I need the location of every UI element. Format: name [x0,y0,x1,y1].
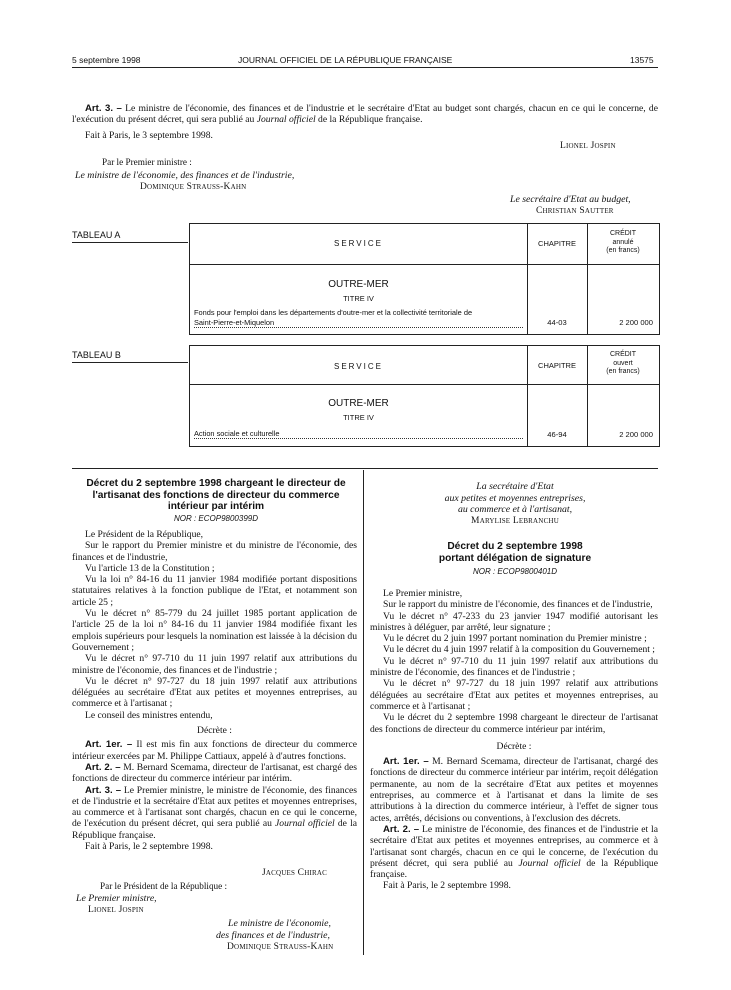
secretaire-title-line3: au commerce et à l'artisanat, [457,504,573,515]
paragraph: Vu le décret n° 97-710 du 11 juin 1997 relatif aux attributions du ministre de l'économie, des finances et de l'industrie ; [370,655,658,679]
secretaire-name: Marylise Lebranchu [471,515,559,526]
article-label: Art. 1er. – [85,739,133,751]
article-text: Le Premier ministre, le ministre de l'économie, des finances et de l'industrie et la secrétaire d'Etat aux petites et moyennes entreprises, au commerce et à l'artisanat sont chargés, chacun en ce qui le concerne, de l'exécution du présent décret, qui sera publié au [72,784,357,830]
secretaire-title: Le secrétaire d'Etat au budget, [510,194,631,205]
row-credit: 2 200 000 [619,318,653,327]
paragraph: Vu le décret n° 97-727 du 18 juin 1997 relatif aux attributions déléguées au secrétaire d'Etat aux petites et moyennes entreprises, au commerce et à l'artisanat ; [370,678,658,712]
decret2-title-line1: Décret du 2 septembre 1998 [447,541,583,552]
credit-header-line1: CRÉDIT [609,230,637,237]
secretaire-name: Christian Sautter [536,206,614,216]
article-text-end: de la République française. [370,857,658,881]
par-premier-ministre: Par le Premier ministre : [102,157,192,167]
credit-header-line2: ouvert [613,359,633,367]
paragraph: Vu la loi n° 84-16 du 11 janvier 1984 modifiée portant dispositions statutaires relatives à la fonction publique de l'Etat, et notamment son article 25 ; [72,574,357,608]
paragraph: Sur le rapport du Premier ministre et du ministre de l'économie, des finances et de l'industrie, [72,540,357,563]
credit-header-line1: CRÉDIT [609,351,637,358]
tableau-a-rule [72,242,188,243]
decret2-title [370,541,660,564]
row-label: Action sociale et culturelle [194,429,523,439]
tableau-b-rule [72,362,188,363]
article-1 [72,739,357,762]
titre-label: TITRE IV [343,413,374,422]
row-label-line2: Saint-Pierre-et-Miquelon [194,318,523,329]
header-page-number: 13575 [630,55,654,65]
decrete-label: Décrète : [496,740,532,752]
journal-officiel-ref: Journal officiel [518,857,581,869]
article-label: Art. 2. – [383,823,420,835]
decret2-title-line2: portant délégation de signature [438,552,592,564]
article-text: Il est mis fin aux fonctions de directeur du commerce intérieur exercées par M. Philippe Cattiaux, appelé à d'autres fonctions. [72,739,357,762]
paragraph: Vu l'article 13 de la Constitution ; [85,562,215,574]
article-text-end: de la République française. [72,818,358,841]
article-1 [370,756,658,824]
secretaire-signature-block [370,481,660,527]
paragraph: Vu le décret n° 47-233 du 23 janvier 1947 modifié autorisant les ministres à déléguer, par arrêté, leur signature ; [370,610,658,633]
ministre-title-line1: Le ministre de l'économie, [228,918,331,929]
article-label: Art. 3. – [85,784,122,796]
journal-officiel-ref: Journal officiel [275,818,335,830]
article-label: Art. 2. – [85,761,121,773]
row-chapitre: 44-03 [547,318,567,327]
paragraph: Le Premier ministre, [383,588,463,599]
header-date: 5 septembre 1998 [72,55,141,65]
article-2 [72,762,357,785]
paragraph: Vu le décret du 2 juin 1997 portant nomination du Premier ministre ; [383,633,647,645]
section-title: OUTRE-MER [328,279,389,290]
journal-officiel-ref: Journal officiel [256,114,316,126]
ministre-title-line2: des finances et de l'industrie, [216,930,330,941]
article-label: Art. 1er. – [383,756,429,768]
row-label-line1: Fonds pour l'emploi dans les départements d'outre-mer et la collectivité territoriale de [194,308,473,317]
article-text-end: de la République française. [318,114,423,126]
row-label [194,308,523,328]
row-credit: 2 200 000 [619,430,653,439]
col-chapitre-header: CHAPITRE [538,239,576,248]
decret1-title: Décret du 2 septembre 1998 chargeant le directeur de l'artisanat des fonctions de directeur du commerce intérieur par intérim [86,478,346,512]
decret2-nor: NOR : ECOP9800401D [472,567,558,576]
article-text: Le ministre de l'économie, des finances et de l'industrie et la secrétaire d'Etat aux petites et moyennes entreprises, au commerce et à l'artisanat sont chargés, chacun en ce qui le concerne, de l'exécution du présent décret, qui sera publié au [370,823,658,869]
paragraph: Vu le décret du 4 juin 1997 relatif à la composition du Gouvernement ; [383,644,655,656]
section-rule [72,468,658,469]
decret1-nor: NOR : ECOP9800399D [173,514,259,523]
col-chapitre-header: CHAPITRE [538,361,576,370]
article-text: M. Bernard Scemama, directeur de l'artisanat, est chargé des fonctions de directeur du commerce intérieur par intérim. [72,761,357,785]
titre-label: TITRE IV [343,294,374,303]
credit-header-line3: (en francs) [606,368,640,375]
ministre-title: Le ministre de l'économie, des finances et de l'industrie, [75,170,295,181]
row-chapitre: 46-94 [547,430,567,439]
header-rule [72,67,658,68]
fait-line: Fait à Paris, le 3 septembre 1998. [85,129,213,141]
paragraph: Vu le décret du 2 septembre 1998 chargeant le directeur de l'artisanat des fonctions de directeur du commerce intérieur par intérim, [370,712,658,735]
ministre-name: Dominique Strauss-Kahn [140,182,247,192]
top-article-3 [72,103,658,141]
fait-line: Fait à Paris, le 2 septembre 1998. [85,841,213,853]
tableau-a [189,223,660,335]
tableau-b-label: TABLEAU B [72,350,121,360]
section-title: OUTRE-MER [328,398,389,409]
secretaire-title-line1: La secrétaire d'Etat [476,481,554,492]
decret1-body [72,529,357,852]
decrete-label: Décrète : [197,725,232,737]
tableau-a-label: TABLEAU A [72,230,121,240]
secretaire-title-line2: aux petites et moyennes entreprises, [444,492,586,504]
tableau-b [189,345,660,447]
article-2 [370,824,658,880]
paragraph: Le conseil des ministres entendu, [85,709,213,721]
signer-name: Lionel Jospin [560,141,616,151]
decret2-body [370,588,658,892]
premier-ministre-title: Le Premier ministre, [76,893,157,904]
ministre-name: Dominique Strauss-Kahn [227,942,334,952]
article-label: Art. 3. – [85,103,122,114]
paragraph: Vu le décret n° 97-710 du 11 juin 1997 relatif aux attributions du ministre de l'économie, des finances et de l'industrie ; [72,653,357,676]
decret1-signer: Jacques Chirac [262,868,327,878]
paragraph: Vu le décret n° 97-727 du 18 juin 1997 relatif aux attributions déléguées au secrétaire d'Etat aux petites et moyennes entreprises, au commerce et à l'artisanat ; [72,675,357,710]
col-credit-header [587,230,659,256]
col-credit-header [587,351,659,377]
fait-line: Fait à Paris, le 2 septembre 1998. [383,880,511,892]
column-divider [363,470,364,955]
paragraph: Vu le décret n° 85-779 du 24 juillet 1985 portant application de l'article 25 de la loi n° 84-16 du 11 janvier 1984 modifiée fixant les emplois supérieurs pour lesquels la nomination est laissée à la décision du Gouvernement ; [72,608,357,653]
paragraph: Le Président de la République, [85,529,204,540]
premier-ministre-name: Lionel Jospin [88,905,144,915]
article-3 [72,785,357,841]
col-service-header: SERVICE [334,362,383,371]
article-text: Le ministre de l'économie, des finances et de l'industrie et le secrétaire d'Etat au budget sont chargés, chacun en ce qui le concerne, de l'exécution du présent décret, qui sera publié au [72,103,658,126]
header-journal-title: JOURNAL OFFICIEL DE LA RÉPUBLIQUE FRANÇAISE [238,55,453,65]
paragraph: Sur le rapport du ministre de l'économie, des finances et de l'industrie, [383,599,653,611]
credit-header-line3: (en francs) [606,247,640,254]
par-le-president: Par le Président de la République : [100,881,228,891]
col-service-header: SERVICE [334,239,383,248]
credit-header-line2: annulé [612,238,634,246]
article-text: M. Bernard Scemama, directeur de l'artisanat, chargé des fonctions de directeur du commerce intérieur par intérim, reçoit délégation permanente, au nom de la secrétaire d'Etat aux petites et moyennes entreprises, au commerce et à l'artisanat et dans la limite de ses attributions à la direction du commerce intérieur, à l'effet de signer tous actes, arrêtés, décisions ou conventions, à l'exclusion des décrets. [370,756,658,824]
